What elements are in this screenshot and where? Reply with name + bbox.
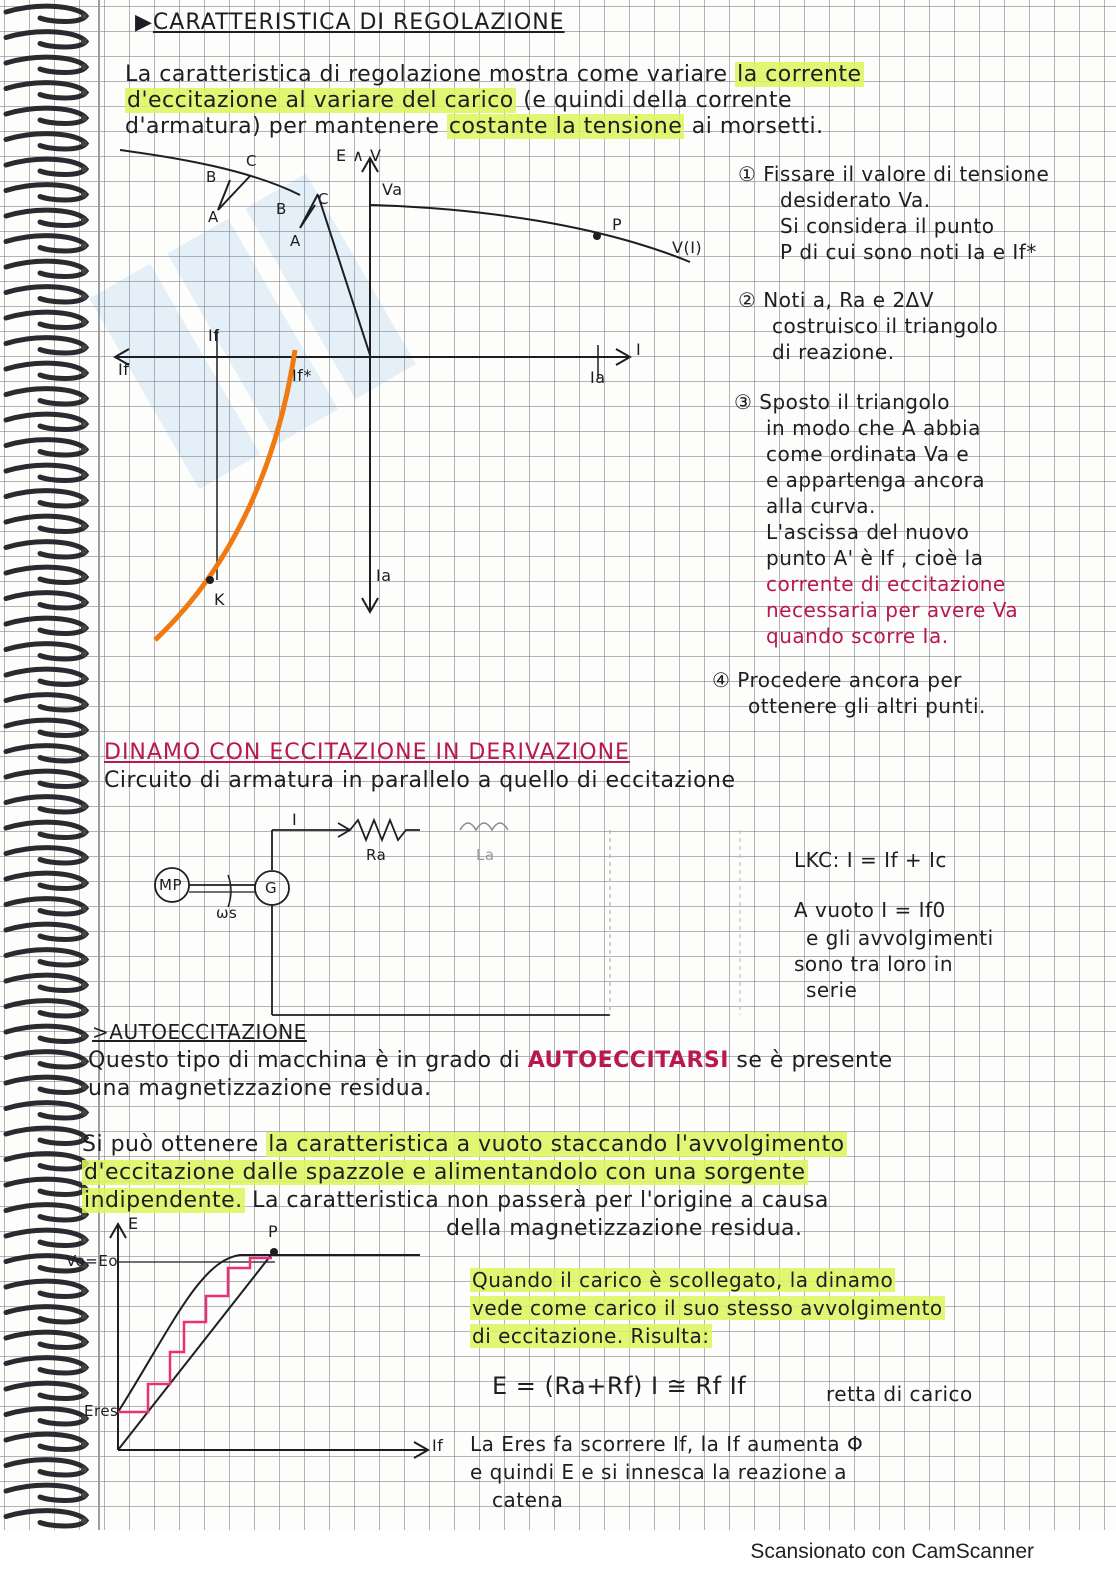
circuit-label-mp: MP (159, 876, 182, 894)
intro-text: (e quindi della corrente (515, 88, 793, 113)
section-3-text: se è presente (728, 1048, 893, 1073)
lkc-note-1: A vuoto I = If0 (794, 898, 946, 922)
label-a2: A (290, 232, 301, 250)
section-3-emphasis: AUTOECCITARSI (527, 1048, 729, 1073)
label-b2: B (276, 200, 287, 218)
lkc-note-2: e gli avvolgimenti (806, 926, 994, 950)
note-3-line-3 (470, 1324, 712, 1348)
step-2-line-3: di reazione. (772, 340, 895, 364)
step-1-line-1: ① Fissare il valore di tensione (738, 162, 1050, 186)
label-v-i: V(I) (672, 238, 703, 257)
step-3-line-4: e appartenga ancora (766, 468, 986, 492)
note-3-line-1 (470, 1268, 895, 1292)
excitation-staircase (118, 1258, 272, 1412)
step-3-line-1: ③ Sposto il triangolo (734, 390, 951, 414)
note-3-equation-tag: retta di carico (826, 1382, 973, 1406)
step-3-line-3: come ordinata Va e (766, 442, 970, 466)
step-1-line-2: desiderato Va. (780, 188, 931, 212)
label-c2: C (318, 190, 329, 208)
note-3-conclusion-3: catena (492, 1488, 564, 1512)
note-3-line-2 (470, 1296, 945, 1320)
graph2-label-e: E (128, 1214, 139, 1233)
note-3-highlight: Quando il carico è scollegato, la dinamo (472, 1268, 894, 1292)
label-ia-bottom: Ia (376, 566, 392, 585)
graph2-label-vo-eo: Vo=Eo (66, 1252, 118, 1270)
note-3-conclusion-2: e quindi E e si innesca la reazione a (470, 1460, 848, 1484)
intro-text: La caratteristica di regolazione mostra come variare (125, 62, 736, 87)
label-ia-right: Ia (590, 368, 606, 387)
step-3-line-6: L'ascissa del nuovo (766, 520, 970, 544)
section-3-text: La caratteristica non passerà per l'origine a causa (244, 1188, 829, 1213)
step-4-line-2: ottenere gli altri punti. (748, 694, 986, 718)
label-va: Va (382, 180, 403, 199)
step-3-emph-3: quando scorre Ia. (766, 624, 949, 648)
step-3-emph-1: corrente di eccitazione (766, 572, 1006, 596)
label-if-top: If (208, 326, 220, 345)
label-p: P (612, 215, 623, 234)
step-4-line-1: ④ Procedere ancora per (712, 668, 962, 692)
label-e-v: E ∧ V (336, 146, 382, 165)
section-3-highlight: indipendente. (84, 1188, 243, 1213)
note-3-highlight: vede come carico il suo stesso avvolgimento (472, 1296, 943, 1320)
note-3-highlight: di eccitazione. Risulta: (472, 1324, 710, 1348)
step-1-line-4: P di cui sono noti Ia e If* (780, 240, 1037, 264)
intro-highlight: d'eccitazione al variare del carico (127, 88, 514, 113)
intro-text: d'armatura) per mantenere (125, 114, 447, 139)
no-load-curve (118, 1255, 420, 1412)
circuit-label-la: La (476, 846, 495, 864)
section-2-subtitle: Circuito di armatura in parallelo a quello di eccitazione (104, 768, 736, 793)
note-3-equation: E = (Ra+Rf) I ≅ Rf If (492, 1372, 747, 1400)
intro-highlight: costante la tensione (448, 114, 683, 139)
label-k: K (214, 590, 225, 609)
step-1-line-3: Si considera il punto (780, 214, 995, 238)
label-c1: C (246, 152, 257, 170)
label-a1: A (208, 208, 219, 226)
page-heading: CARATTERISTICA DI REGOLAZIONE (152, 10, 565, 35)
lkc-note-4: serie (806, 978, 858, 1002)
circuit-label-ws: ωs (216, 904, 238, 922)
circuit-label-ra: Ra (366, 846, 387, 864)
lkc-equation: LKC: I = If + Ic (794, 848, 947, 872)
circuit-label-i: I (292, 810, 298, 829)
section-3-text: Si può ottenere (82, 1132, 267, 1157)
section-3-text: Questo tipo di macchina è in grado di (88, 1048, 528, 1073)
step-3-line-5: alla curva. (766, 494, 876, 518)
step-2-line-1: ② Noti a, Ra e 2ΔV (738, 288, 935, 312)
section-3-highlight: d'eccitazione dalle spazzole e alimentandolo con una sorgente (84, 1160, 806, 1185)
intro-highlight: la corrente (737, 62, 862, 87)
step-2-line-2: costruisco il triangolo (772, 314, 999, 338)
step-3-emph-2: necessaria per avere Va (766, 598, 1019, 622)
operating-point-p (270, 1248, 278, 1256)
scanner-footer-text: Scansionato con CamScanner (750, 1540, 1034, 1563)
section-3-para2-line-4: della magnetizzazione residua. (446, 1216, 803, 1241)
graph2-label-eres: Eres (84, 1402, 119, 1420)
label-if-left: If (118, 360, 130, 379)
section-3-highlight: la caratteristica a vuoto staccando l'avvolgimento (268, 1132, 845, 1157)
lkc-note-3: sono tra loro in (794, 952, 954, 976)
step-3-line-2: in modo che A abbia (766, 416, 981, 440)
load-line-straight (118, 1250, 275, 1450)
label-i-axis: I (636, 340, 642, 359)
label-b1: B (206, 168, 217, 186)
step-3-line-7: punto A' è If , cioè la (766, 546, 984, 570)
graph2-label-if: If (432, 1436, 444, 1455)
intro-text: ai morsetti. (684, 114, 824, 139)
note-3-conclusion-1: La Eres fa scorrere If, la If aumenta Φ (470, 1432, 864, 1456)
graph2-label-p: P (268, 1222, 279, 1241)
circuit-label-g: G (265, 879, 278, 897)
section-2-title: DINAMO CON ECCITAZIONE IN DERIVAZIONE (104, 740, 630, 765)
section-3-line-2: una magnetizzazione residua. (88, 1076, 432, 1101)
section-3-title: >AUTOECCITAZIONE (92, 1020, 307, 1044)
heading-marker-icon: ▶ (135, 10, 153, 35)
label-if-star: If* (292, 366, 312, 385)
